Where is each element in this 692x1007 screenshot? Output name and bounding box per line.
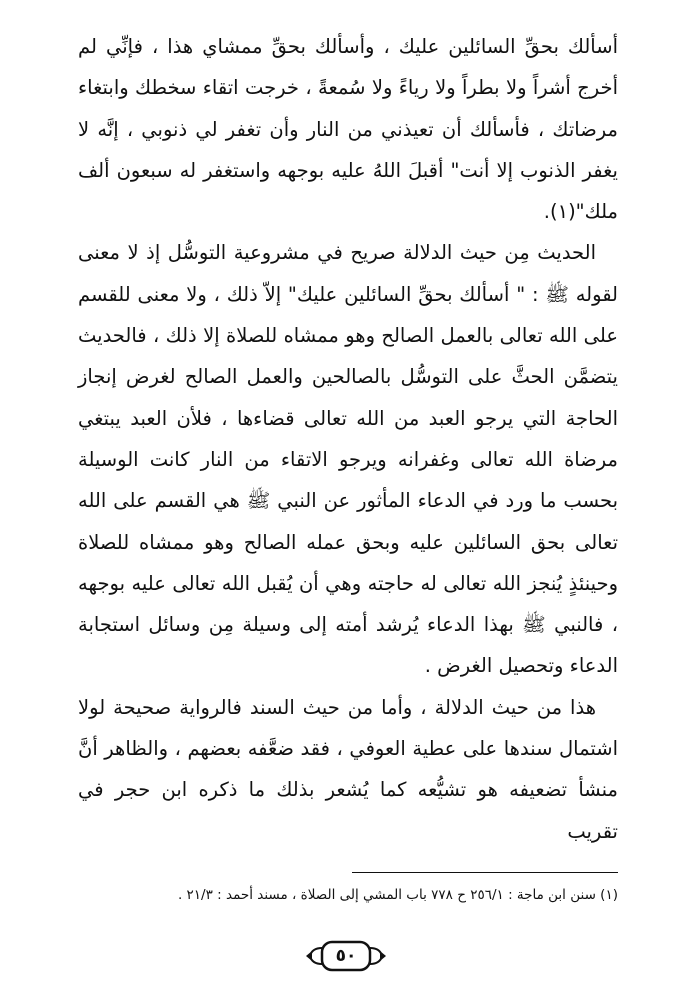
footnote-separator — [352, 872, 618, 873]
paragraph-chain: هذا من حيث الدلالة ، وأما من حيث السند فالرواية صحيحة لولا اشتمال سندها على عطية العوفي ، فقد ضعَّفه بعضهم ، والظاهر أنَّ منشأ تضعيفه هو تشيُّعه كما يُشعر بذلك ما ذكره ابن حجر في تقريب — [78, 695, 618, 843]
page-number: ٥٠ — [335, 946, 357, 966]
paragraph-evidence: الحديث مِن حيث الدلالة صريح في مشروعية التوسُّل إذ لا معنى لقوله ﷺ : " أسألك بحقِّ السائلين عليك" إلاّ ذلك ، ولا معنى للقسم على الله تعالى بالعمل الصالح وهو ممشاه للصلاة إلا ذلك ، فالحديث يتضمَّن الحثَّ على التوسُّل بالصالحين والعمل الصالح لغرض إنجاز الحاجة التي يرجو العبد من الله تعالى قضاءها ، فلأن العبد يبتغي مرضاة الله تعالى وغفرانه ويرجو الاتقاء من النار كانت الوسيلة بحسب ما ورد في الدعاء المأثور عن النبي ﷺ هي القسم على الله تعالى بحق السائلين عليه وبحق عمله الصالح وهو ممشاه للصلاة وحينئذٍ يُنجز الله تعالى له حاجته وهي أن يُقبل الله تعالى عليه بوجهه ، فالنبي ﷺ بهذا الدعاء يُرشد أمته إلى وسيلة مِن وسائل استجابة الدعاء وتحصيل الغرض . — [78, 241, 618, 678]
footnote: (١) سنن ابن ماجة : ٢٥٦/١ ح ٧٧٨ باب المشي إلى الصلاة ، مسند أحمد : ٢١/٣ . — [177, 887, 618, 903]
main-text — [78, 26, 618, 852]
page-number-ornament — [302, 936, 390, 976]
paragraph-hadith-quote: أسألك بحقِّ السائلين عليك ، وأسألك بحقِّ ممشاي هذا ، فإنِّي لم أخرج أشراً ولا بطراً ولا رياءً ولا سُمعةً ، خرجت اتقاء سخطك وابتغاء مرضاتك ، فأسألك أن تعيذني من النار وأن تغفر لي ذنوبي ، إنَّه لا يغفر الذنوب إلا أنت" أقبلَ اللهُ عليه بوجهه واستغفر له سبعون ألف ملك"(١). — [78, 35, 618, 224]
